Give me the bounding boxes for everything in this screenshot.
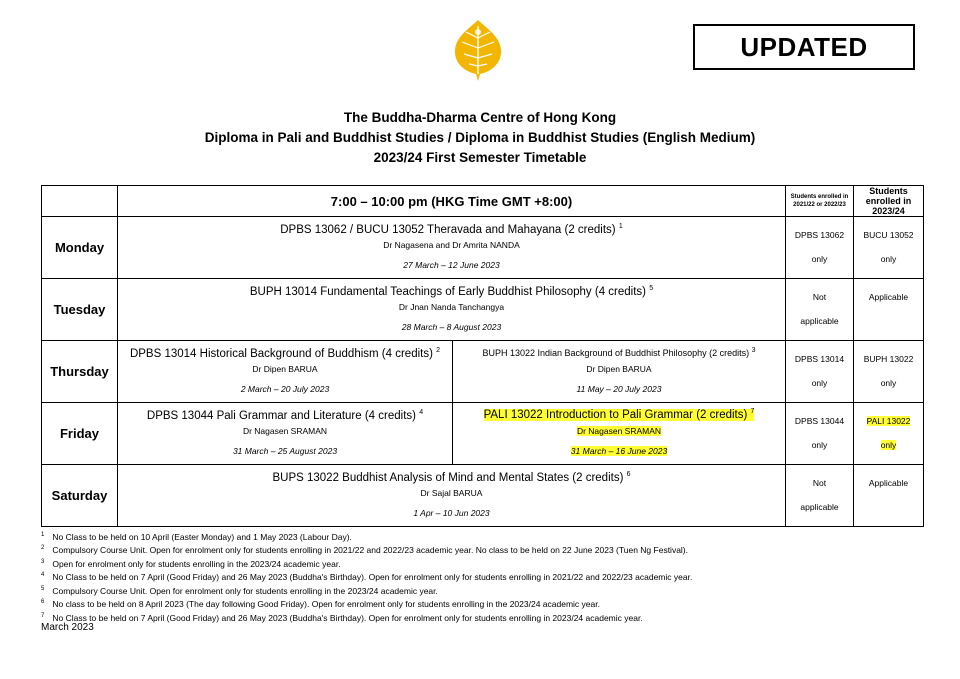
course-cell-thursday-left: [118, 341, 453, 403]
footnote-6: $^6$ No class to be held on 8 April 2023 (The day following Good Friday). Open for enrolment only for students enrolling in the 2023/24 academic year.: [41, 598, 600, 609]
course-teacher: Dr Nagasen SRAMAN: [242, 425, 328, 436]
centre-title: The Buddha-Dharma Centre of Hong Kong: [343, 110, 617, 125]
table-row-monday: [42, 217, 924, 279]
day-friday: Friday: [42, 403, 118, 465]
footnote-2: $^2$ Compulsory Course Unit. Open for enrolment only for students enrolling in 2021/22 and 2022/23 academic year. No class to be held on 22 June 2023 (Tuen Ng Festival).: [41, 545, 689, 556]
table-row-tuesday: [42, 279, 924, 341]
eligibility-a-thursday: DPBS 13014 only: [786, 341, 854, 403]
semester-title: 2023/24 First Semester Timetable: [373, 150, 587, 165]
eligibility-b-thursday: BUPH 13022 only: [854, 341, 924, 403]
course-teacher: Dr Dipen BARUA: [586, 363, 652, 374]
course-dates-highlighted: 31 March – 16 June 2023: [570, 445, 668, 456]
course-title: BUPH 13014 Fundamental Teachings of Early Buddhist Philosophy (4 credits): [249, 285, 646, 298]
eligibility-a-saturday: Not applicable: [786, 465, 854, 527]
footnote-ref: 6: [626, 470, 631, 478]
bodhi-leaf-logo-icon: [452, 18, 504, 82]
footnote-1: $^1$ No Class to be held on 10 April (Easter Monday) and 1 May 2023 (Labour Day).: [41, 531, 352, 542]
timetable: [41, 185, 924, 527]
course-cell-friday-right: [453, 403, 786, 465]
header-empty-cell: [42, 186, 118, 217]
course-dates: 28 March – 8 August 2023: [401, 321, 502, 332]
footnote-3: $^3$ Open for enrolment only for students enrolling in the 2023/24 academic year.: [41, 558, 341, 569]
course-teacher: Dr Dipen BARUA: [252, 363, 318, 374]
course-teacher: Dr Nagasena and Dr Amrita NANDA: [383, 239, 520, 250]
course-dates: 1 Apr – 10 Jun 2023: [413, 507, 490, 518]
footnote-ref: 7: [750, 408, 755, 416]
updated-badge: UPDATED: [693, 24, 915, 70]
course-teacher-highlighted: Dr Nagasen SRAMAN: [576, 425, 662, 436]
header-students-2324: Students enrolled in 2023/24: [854, 186, 924, 217]
eligibility-a-monday: DPBS 13062 only: [786, 217, 854, 279]
table-row-friday: [42, 403, 924, 465]
course-dates: 11 May – 20 July 2023: [576, 383, 662, 394]
course-title: DPBS 13014 Historical Background of Buddhism (4 credits): [129, 347, 433, 360]
course-cell-friday-left: [118, 403, 453, 465]
course-title: DPBS 13044 Pali Grammar and Literature (4 credits): [146, 409, 416, 422]
course-title: BUPS 13022 Buddhist Analysis of Mind and Mental States (2 credits): [272, 471, 624, 484]
footnote-4: $^4$ No Class to be held on 7 April (Good Friday) and 26 May 2023 (Buddha's Birthday). Open for enrolment only for students enrolling in 2021/22 and 2022/23 academic year.: [41, 572, 693, 583]
course-teacher: Dr Jnan Nanda Tanchangya: [398, 301, 505, 312]
footnote-ref: 2: [436, 346, 441, 354]
eligibility-a-friday: DPBS 13044 only: [786, 403, 854, 465]
document-date: March 2023: [41, 622, 94, 633]
footnote-ref: 1: [618, 222, 623, 230]
eligibility-b-friday: PALI 13022 only: [854, 403, 924, 465]
eligibility-b-saturday: Applicable: [854, 465, 924, 527]
footnote-ref: 3: [751, 346, 756, 354]
footnote-7: $^7$ No Class to be held on 7 April (Good Friday) and 26 May 2023 (Buddha's Birthday). Open for enrolment only for students enrolling in 2023/24 academic year.: [41, 612, 643, 623]
course-cell-thursday-right: [453, 341, 786, 403]
course-cell-saturday: [118, 465, 786, 527]
footnote-5: $^5$ Compulsory Course Unit. Open for enrolment only for students enrolling in the 2023/24 academic year.: [41, 585, 438, 596]
footnote-ref: 5: [649, 284, 654, 292]
day-monday: Monday: [42, 217, 118, 279]
table-row-thursday: [42, 341, 924, 403]
course-cell-tuesday: [118, 279, 786, 341]
header-students-2122: Students enrolled in 2021/22 or 2022/23: [786, 186, 854, 217]
course-dates: 2 March – 20 July 2023: [240, 383, 330, 394]
day-saturday: Saturday: [42, 465, 118, 527]
course-title: DPBS 13062 / BUCU 13052 Theravada and Mahayana (2 credits): [280, 223, 616, 236]
course-title: BUPH 13022 Indian Background of Buddhist Philosophy (2 credits): [482, 347, 750, 358]
eligibility-b-tuesday: Applicable: [854, 279, 924, 341]
table-row-saturday: [42, 465, 924, 527]
course-cell-monday: [118, 217, 786, 279]
course-dates: 27 March – 12 June 2023: [403, 259, 500, 270]
footnote-ref: 4: [419, 408, 424, 416]
course-dates: 31 March – 25 August 2023: [232, 445, 338, 456]
eligibility-a-tuesday: Not applicable: [786, 279, 854, 341]
table-header-row: [42, 186, 924, 217]
footnotes: [41, 530, 921, 624]
programme-title: Diploma in Pali and Buddhist Studies / Diploma in Buddhist Studies (English Medium): [204, 130, 756, 145]
document-titles: [0, 108, 960, 168]
day-thursday: Thursday: [42, 341, 118, 403]
day-tuesday: Tuesday: [42, 279, 118, 341]
course-title-highlighted: PALI 13022 Introduction to Pali Grammar (2 credits) $^7$: [483, 408, 755, 422]
eligibility-b-monday: BUCU 13052 only: [854, 217, 924, 279]
course-teacher: Dr Sajal BARUA: [420, 487, 483, 498]
header-time: 7:00 – 10:00 pm (HKG Time GMT +8:00): [118, 186, 786, 217]
